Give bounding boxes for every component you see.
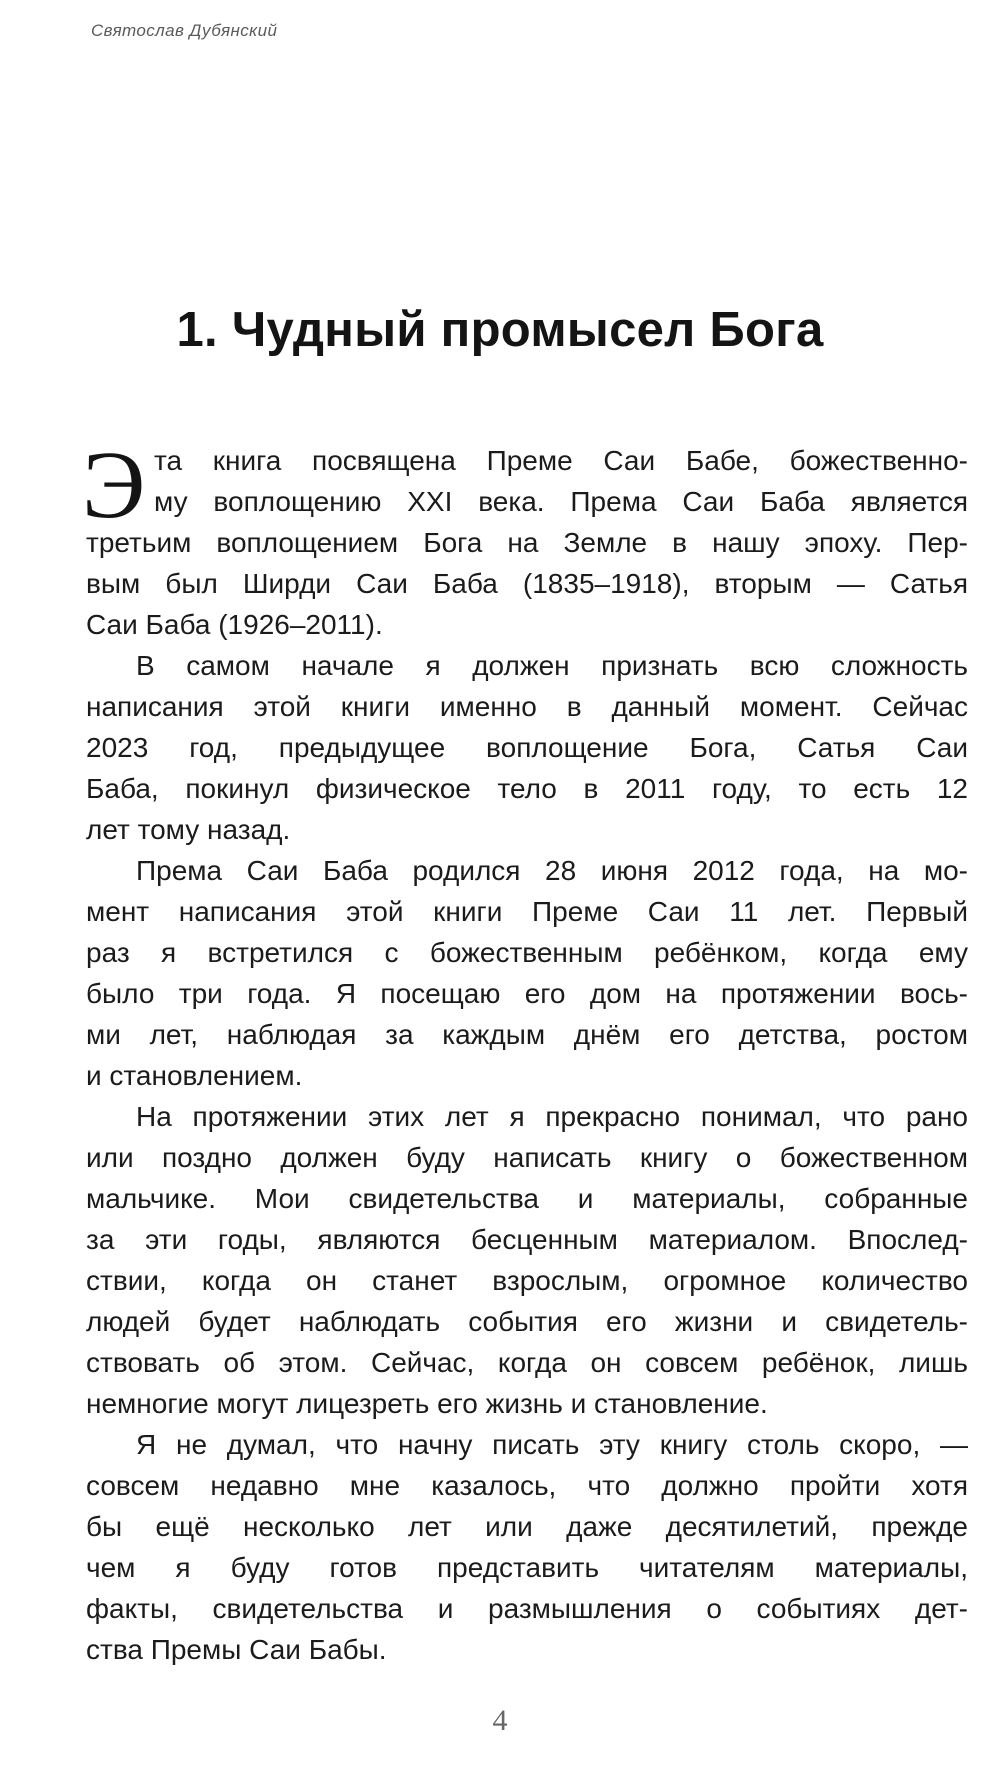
paragraph-line: факты, свидетельства и размышления о событиях дет-: [86, 1593, 968, 1624]
paragraph-line: В самом начале я должен признать всю сложность: [136, 650, 968, 681]
paragraph-line: ми лет, наблюдая за каждым днём его детства, ростом: [86, 1019, 968, 1050]
paragraph-line: немногие могут лицезреть его жизнь и становление.: [86, 1388, 768, 1419]
paragraph-line: бы ещё несколько лет или даже десятилетий, прежде: [86, 1511, 968, 1542]
paragraph-line: совсем недавно мне казалось, что должно пройти хотя: [86, 1470, 968, 1501]
paragraph-line: и становлением.: [86, 1060, 303, 1091]
paragraph-4: [86, 1096, 968, 1424]
paragraph-line: или поздно должен буду написать книгу о божественном: [86, 1142, 968, 1173]
chapter-title: 1. Чудный промысел Бога: [176, 303, 824, 357]
paragraph-line: вым был Ширди Саи Баба (1835–1918), вторым — Сатья: [86, 568, 968, 599]
paragraph-line: му воплощению XXI века. Према Саи Баба является: [154, 486, 968, 517]
paragraph-line: Према Саи Баба родился 28 июня 2012 года, на мо-: [136, 855, 968, 886]
drop-cap: Э: [82, 431, 146, 538]
paragraph-2: [86, 645, 968, 850]
paragraph-line: та книга посвящена Преме Саи Бабе, божественно-: [154, 445, 968, 476]
paragraph-line: ствовать об этом. Сейчас, когда он совсем ребёнок, лишь: [86, 1347, 968, 1378]
paragraph-line: за эти годы, являются бесценным материалом. Впослед-: [86, 1224, 968, 1255]
paragraph-line: людей будет наблюдать события его жизни и свидетель-: [86, 1306, 968, 1337]
chapter-body: [82, 431, 968, 1670]
paragraph-3: [86, 850, 968, 1096]
paragraph-line: На протяжении этих лет я прекрасно понимал, что рано: [136, 1101, 968, 1132]
paragraph-line: лет тому назад.: [86, 814, 291, 845]
paragraph-line: было три года. Я посещаю его дом на протяжении вось-: [86, 978, 968, 1009]
paragraph-5: [86, 1424, 968, 1670]
paragraph-line: чем я буду готов представить читателям материалы,: [86, 1552, 968, 1583]
page-number: 4: [492, 1704, 508, 1737]
paragraph-line: мальчике. Мои свидетельства и материалы, собранные: [86, 1183, 968, 1214]
paragraph-1: [82, 431, 968, 645]
paragraph-line: ствии, когда он станет взрослым, огромное количество: [86, 1265, 968, 1296]
paragraph-line: Баба, покинул физическое тело в 2011 году, то есть 12: [86, 773, 968, 804]
paragraph-line: мент написания этой книги Преме Саи 11 лет. Первый: [86, 896, 968, 927]
paragraph-line: третьим воплощением Бога на Земле в нашу эпоху. Пер-: [86, 527, 968, 558]
paragraph-line: написания этой книги именно в данный момент. Сейчас: [86, 691, 968, 722]
paragraph-line: Саи Баба (1926–2011).: [86, 609, 383, 640]
paragraph-line: 2023 год, предыдущее воплощение Бога, Сатья Саи: [86, 732, 968, 763]
paragraph-line: раз я встретился с божественным ребёнком, когда ему: [86, 937, 968, 968]
paragraph-line: Я не думал, что начну писать эту книгу столь скоро, —: [136, 1429, 968, 1460]
paragraph-line: ства Премы Саи Бабы.: [86, 1634, 387, 1665]
running-header-author: Святослав Дубянский: [91, 21, 278, 40]
